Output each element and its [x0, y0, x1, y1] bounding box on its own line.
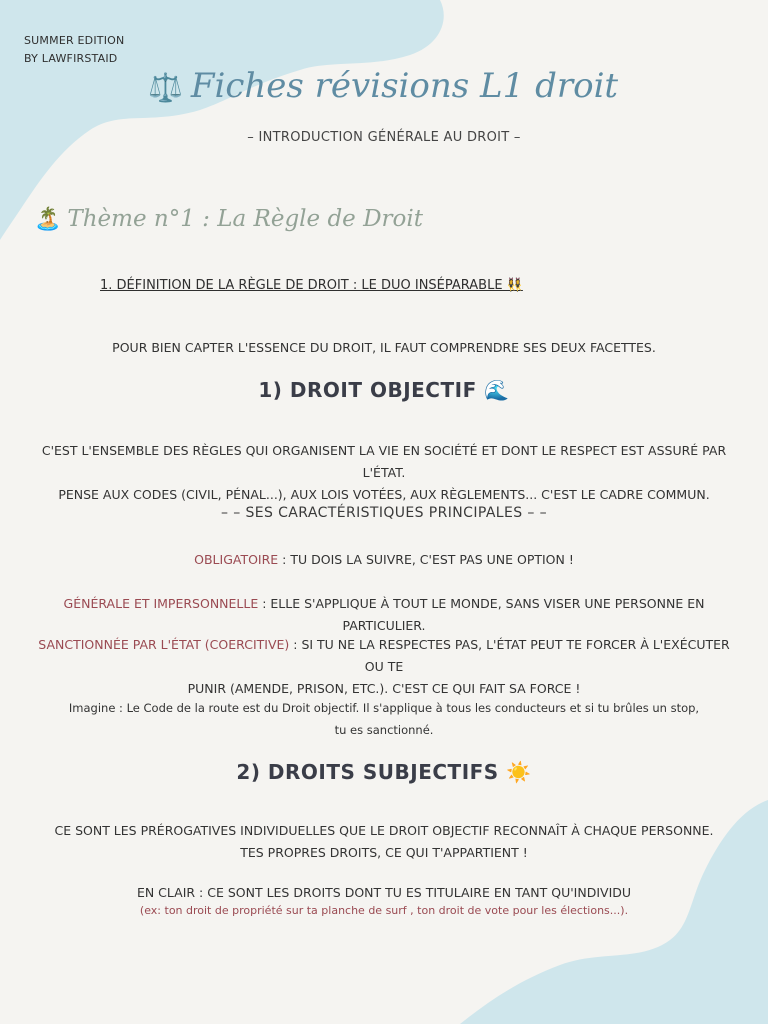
caracteristique-text: : TU DOIS LA SUIVRE, C'EST PAS UNE OPTION !	[278, 552, 574, 567]
droit-objectif-heading: 1) DROIT OBJECTIF 🌊	[258, 378, 510, 402]
definition-line: CE SONT LES PRÉROGATIVES INDIVIDUELLES QUE LE DROIT OBJECTIF RECONNAÎT À CHAQUE PERSONNE.	[54, 823, 714, 838]
definition-line: TES PROPRES DROITS, CE QUI T'APPARTIENT !	[240, 845, 528, 860]
caracteristique-item	[30, 549, 738, 571]
imagine-example	[30, 697, 738, 741]
section-definition-heading: 1. DÉFINITION DE LA RÈGLE DE DROIT : LE DUO INSÉPARABLE 👯‍♀️	[100, 278, 523, 293]
edition-line: SUMMER EDITION	[24, 34, 125, 47]
en-clair-text: EN CLAIR : CE SONT LES DROITS DONT TU ES TITULAIRE EN TANT QU'INDIVIDU	[136, 885, 632, 900]
definition-line: PENSE AUX CODES (CIVIL, PÉNAL...), AUX LOIS VOTÉES, AUX RÈGLEMENTS... C'EST LE CADRE COMMUN.	[58, 487, 710, 502]
theme-label: Thème n°1 : La Règle de Droit	[67, 206, 423, 232]
caracteristique-text: : SI TU NE LA RESPECTES PAS, L'ÉTAT PEUT TE FORCER À L'EXÉCUTER OU TE	[289, 637, 730, 674]
caracteristique-item	[30, 593, 738, 637]
page-title	[148, 66, 619, 106]
page-subtitle: – INTRODUCTION GÉNÉRALE AU DROIT –	[247, 130, 521, 145]
island-icon: 🏝️	[34, 207, 62, 232]
theme-heading	[34, 206, 423, 232]
caracteristique-item	[30, 634, 738, 700]
intro-text: POUR BIEN CAPTER L'ESSENCE DU DROIT, IL FAUT COMPRENDRE SES DEUX FACETTES.	[112, 340, 656, 355]
author-line: BY LAWFIRSTAID	[24, 52, 118, 65]
caracteristique-text: : ELLE S'APPLIQUE À TOUT LE MONDE, SANS VISER UNE PERSONNE EN PARTICULIER.	[258, 596, 705, 633]
scales-icon: ⚖️	[148, 71, 183, 104]
droits-subjectifs-definition	[30, 820, 738, 864]
page-title-text: Fiches révisions L1 droit	[190, 66, 619, 106]
caracteristique-term: OBLIGATOIRE	[194, 552, 279, 567]
droits-subjectifs-example: (ex: ton droit de propriété sur ta planche de surf , ton droit de vote pour les élections...).	[139, 904, 629, 917]
caracteristiques-heading: – – SES CARACTÉRISTIQUES PRINCIPALES – –	[220, 505, 548, 521]
imagine-line: Imagine : Le Code de la route est du Droit objectif. Il s'applique à tous les conducteurs et si tu brûles un stop,	[68, 701, 700, 715]
caracteristique-text-continued: PUNIR (AMENDE, PRISON, ETC.). C'EST CE QUI FAIT SA FORCE !	[187, 681, 581, 696]
caracteristique-term: SANCTIONNÉE PAR L'ÉTAT (COERCITIVE)	[38, 637, 290, 652]
imagine-line: tu es sanctionné.	[334, 723, 434, 737]
droit-objectif-definition	[30, 440, 738, 506]
definition-line: C'EST L'ENSEMBLE DES RÈGLES QUI ORGANISENT LA VIE EN SOCIÉTÉ ET DONT LE RESPECT EST ASSURÉ PAR L'ÉTAT.	[41, 443, 727, 480]
edition-credit	[24, 32, 124, 68]
droits-subjectifs-heading: 2) DROITS SUBJECTIFS ☀️	[236, 760, 532, 784]
caracteristique-term: GÉNÉRALE ET IMPERSONNELLE	[63, 596, 259, 611]
caracteristique-line	[30, 634, 738, 678]
